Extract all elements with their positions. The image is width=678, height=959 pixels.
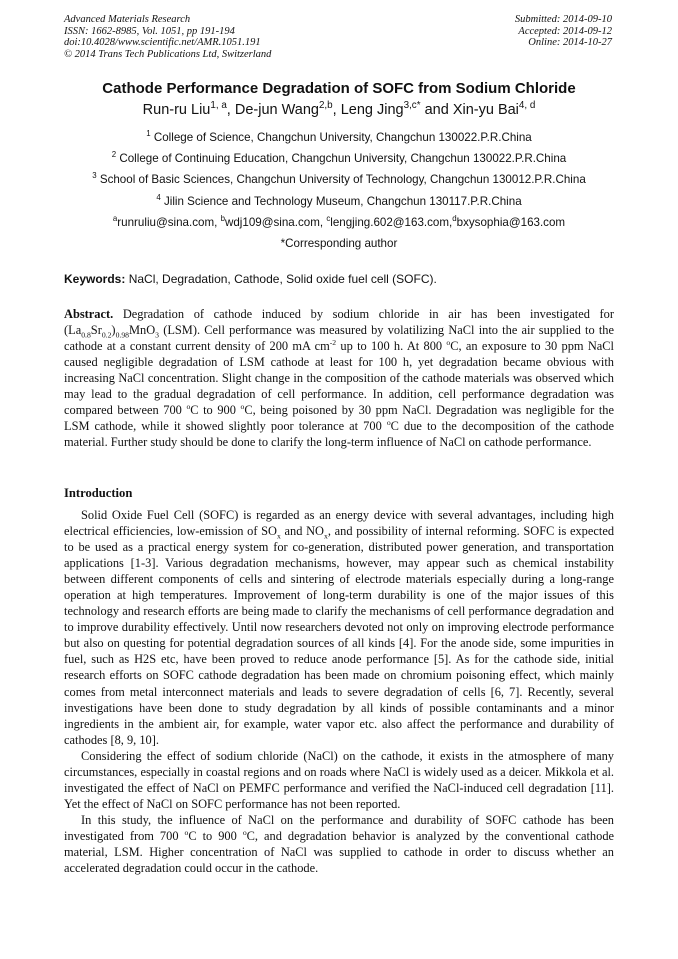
abstract-body: Degradation of cathode induced by sodium chloride in air has been investigated for $(La_{0.8}Sr_{0.2})_{0.98}MnO_3$ (LSM). Cell performance was measured by volatilizing NaCl into the air supplied to the cathode at a constant current density of 200 mA $cm^{-2}$ up to 100 h. At 800 $^o$C, an exposure to 30 ppm NaCl caused negligible degradation of LSM cathode at least for 100 h, yet degradation became obvious with increasing NaCl concentration. Slight change in the composition of the cathode materials was observed which may lead to the gradual degradation of cell performance. In addition, cell performance degradation was compared between 700 $^o$C to 900 $^o$C, being poisoned by 30 ppm NaCl. Degradation was negligible for the LSM cathode, while it showed slightly poor tolerance at 700 $^o$C due to the decomposition of the cathode material. Further study should be done to clarify the long-term influence of NaCl on cathode performance.	[64, 307, 615, 450]
email-mark: c	[326, 214, 331, 224]
author-affiliation-mark: 3,c*	[403, 100, 421, 112]
doi-line: doi:10.4028/www.scientific.net/AMR.1051.191	[64, 37, 261, 48]
author-name: Run-ru Liu	[142, 102, 211, 118]
author-name: Leng Jing	[340, 102, 404, 118]
affiliation-3: $^3$ School of Basic Sciences, Changchun University of Technology, Changchun 130012.P.R.China	[92, 171, 586, 186]
copyright-line: © 2014 Trans Tech Publications Ltd, Switzerland	[64, 48, 272, 60]
affiliation-mark: 2	[111, 150, 117, 160]
author-name: Xin-yu Bai	[452, 102, 519, 118]
keywords	[64, 272, 614, 286]
author-affiliation-mark: 4, d	[518, 100, 536, 112]
affiliation-mark: 3	[92, 171, 97, 181]
paper-title: Cathode Performance Degradation of SOFC from Sodium Chloride	[102, 80, 576, 97]
intro-paragraph-1: Solid Oxide Fuel Cell (SOFC) is regarded as an energy device with several advantages, including high electrical efficiencies, low-emission of $SO_x$ and $NO_x$, and possibility of internal reforming. SOFC is expected to be used as a practical energy system for co-generation, distributed power generation, and transportation applications [1-3]. Various degradation mechanisms, however, may appear such as chemical instability between different components of cells and sintering of electrode materials especially during a long-range operation at high temperatures. Improvement of long-term durability is one of the major issues of this technology and research efforts are being made to clarify the mechanisms of cell performance degradation and to improve durability effectively. Until now researchers devoted not only on improving electrode performance but also on questing for potential degradation sources of all kinds [4]. For the anode side, some impurities in fuel, such as H2S etc, have been proved to reduce anode performance [5]. As for the cathode side, initial research efforts on SOFC cathode degradation has been made on chromium poisoning effect, which mainly comes from metal interconnect materials and leads to severe degradation of cells [6, 7]. Recently, several investigations have been done to study degradation by all kinds of possible contaminants and a minor ingredients in the ambient air, for example, water vapor etc. also affect the performance and durability of cathodes [8, 9, 10].	[64, 508, 615, 747]
email-mark: a	[112, 214, 118, 224]
email-address: wdj109@sina.com,	[224, 216, 327, 229]
abstract-label: Abstract.	[64, 307, 114, 321]
email-address: runruliu@sina.com,	[117, 216, 221, 229]
email-address: lengjing.602@163.com,	[330, 216, 453, 229]
section-heading-introduction: Introduction	[64, 486, 133, 500]
intro-paragraph-2: Considering the effect of sodium chloride (NaCl) on the cathode, it exists in the atmosphere of many circumstances, especially in coastal regions and on roads where NaCl is widely used as a deicer. Mikkola et al. investigated the effect of NaCl on PEMFC performance and verified the NaCl-induced cell degradation [11]. Yet the effect of NaCl on SOFC performance has not been reported.	[64, 748, 614, 811]
accepted-date: Accepted: 2014-09-12	[518, 25, 612, 37]
author-list: Run-ru Liu$^{1, a}$, De-jun Wang$^{2,b}$, Leng Jing$^{3,c*}$ and Xin-yu Bai$^{4, d}$	[142, 100, 536, 118]
introduction-body	[64, 507, 614, 876]
affiliation-2: $^2$ College of Continuing Education, Changchun University, Changchun 130022.P.R.China	[111, 150, 567, 165]
affiliation-mark: 1	[146, 129, 151, 139]
author-name: De-jun Wang	[234, 102, 319, 118]
affiliation-4: $^4$ Jilin Science and Technology Museum, Changchun 130117.P.R.China	[156, 193, 522, 208]
corresponding-author-note: *Corresponding author	[280, 237, 398, 250]
intro-paragraph-3: In this study, the influence of NaCl on the performance and durability of SOFC cathode has been investigated from 700 $^o$C to 900 $^o$C, and degradation behavior is analyzed by the conventional cathode material, LSM. Higher concentration of NaCl was supplied to cathode in order to discuss whether an accelerated degradation could occur in the cathode.	[64, 812, 615, 876]
email-mark: b	[220, 214, 225, 224]
abstract	[64, 306, 614, 450]
journal-info	[64, 14, 271, 60]
submission-dates	[515, 14, 612, 49]
issn-line: ISSN: 1662-8985, Vol. 1051, pp 191-194	[64, 25, 235, 37]
journal-name: Advanced Materials Research	[64, 14, 191, 25]
affiliation-mark: 4	[156, 193, 161, 203]
email-address: bxysophia@163.com	[456, 216, 566, 229]
affiliation-1: $^1$ College of Science, Changchun University, Changchun 130022.P.R.China	[146, 129, 532, 144]
author-affiliation-mark: 1, a	[210, 100, 227, 112]
keywords-text: NaCl, Degradation, Cathode, Solid oxide fuel cell (SOFC).	[125, 272, 437, 286]
submitted-date: Submitted: 2014-09-10	[514, 14, 612, 25]
keywords-label: Keywords:	[64, 272, 126, 286]
author-affiliation-mark: 2,b	[318, 100, 333, 112]
online-date: Online: 2014-10-27	[528, 37, 612, 48]
email-mark: d	[452, 214, 457, 224]
author-emails	[0, 216, 678, 229]
